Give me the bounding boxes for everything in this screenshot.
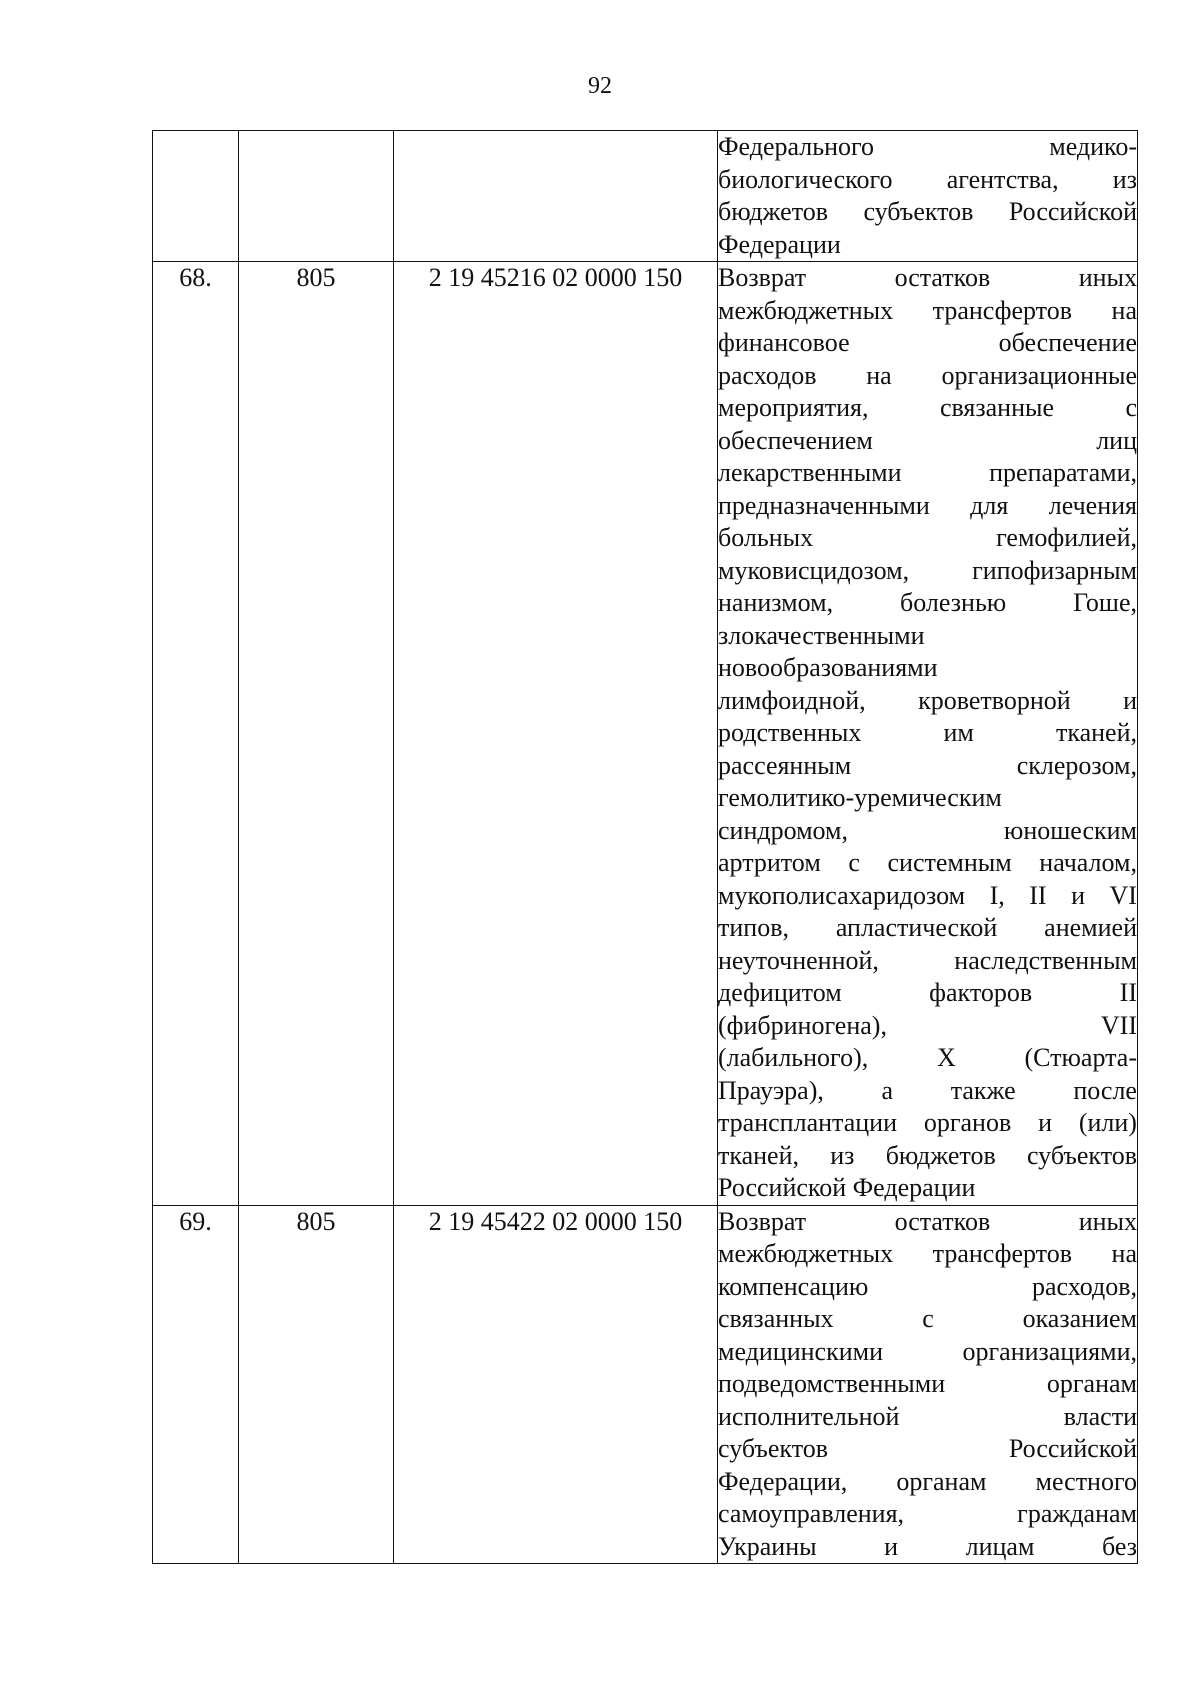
- description-word: самоуправления,: [718, 1499, 905, 1528]
- budget-classification-code-cell: 2 19 45216 02 0000 150: [394, 262, 718, 1206]
- description-line: [718, 360, 1137, 393]
- description-line: [718, 295, 1137, 328]
- description-word: типов,: [718, 913, 789, 942]
- description-word: трансфертов: [932, 1239, 1072, 1268]
- description-word: органам: [1046, 1369, 1137, 1398]
- description-cell: [718, 131, 1138, 262]
- description-line: [718, 1336, 1137, 1369]
- description-word: и: [1038, 1108, 1052, 1137]
- description-word: из: [1112, 164, 1137, 194]
- description-cell: [718, 1205, 1138, 1564]
- description-word: компенсацию: [718, 1271, 869, 1301]
- description-line: Федерации: [718, 229, 841, 259]
- description-word: обеспечение: [998, 328, 1137, 357]
- description-line: новообразованиями: [718, 653, 938, 682]
- description-line: [718, 1303, 1137, 1336]
- row-number-cell: 68.: [153, 262, 239, 1206]
- description-word: склерозом,: [1016, 750, 1137, 780]
- budget-classification-code-cell: 2 19 45422 02 0000 150: [394, 1205, 718, 1564]
- description-line: [718, 1433, 1137, 1466]
- description-word: лечения: [1048, 490, 1137, 520]
- description-word: трансплантации: [718, 1108, 897, 1137]
- description-line: [718, 457, 1137, 490]
- description-word: и: [1071, 880, 1086, 910]
- description-word: системным: [887, 848, 1012, 877]
- admin-code-cell: 805: [239, 1205, 394, 1564]
- description-word: Возврат: [718, 1206, 807, 1236]
- description-word: Федерального: [718, 132, 875, 161]
- description-word: субъектов: [863, 197, 974, 226]
- description-word: из: [830, 1140, 855, 1170]
- description-word: обеспечением: [718, 425, 873, 455]
- description-word: и: [884, 1531, 899, 1561]
- description-word: нанизмом,: [718, 588, 834, 617]
- description-word: Прауэра),: [718, 1075, 824, 1105]
- description-word: субъектов: [718, 1434, 829, 1463]
- description-line: [718, 717, 1137, 750]
- description-word: а: [881, 1075, 894, 1105]
- description-line: [718, 1466, 1137, 1499]
- row-number-cell: 69.: [153, 1205, 239, 1564]
- description-word: связанных: [718, 1304, 834, 1333]
- description-line: [718, 945, 1137, 978]
- description-word: для: [970, 490, 1009, 520]
- description-word: тканей,: [718, 1140, 800, 1170]
- description-word: расходов,: [1031, 1271, 1137, 1301]
- description-word: лиц: [1096, 425, 1137, 455]
- description-word: дефицитом: [718, 978, 842, 1007]
- description-word: и: [1123, 685, 1137, 715]
- description-word: мукополисахаридозом: [718, 880, 966, 910]
- row-number-cell: [153, 131, 239, 262]
- description-line: [718, 1107, 1137, 1140]
- description-word: II: [1119, 978, 1137, 1007]
- description-word: тканей,: [1055, 718, 1137, 747]
- description-word: Федерации,: [718, 1466, 848, 1496]
- description-word: лицам: [965, 1531, 1035, 1561]
- description-word: VII: [1100, 1010, 1137, 1040]
- description-word: на: [1111, 295, 1137, 325]
- description-line: [718, 1531, 1137, 1564]
- description-word: власти: [1063, 1401, 1137, 1431]
- description-word: гипофизарным: [972, 555, 1137, 585]
- description-word: болезнью: [900, 588, 1007, 617]
- description-word: с: [1125, 393, 1137, 422]
- description-word: апластической: [835, 913, 998, 942]
- description-word: им: [943, 718, 974, 747]
- description-line: [718, 1206, 1137, 1239]
- description-word: исполнительной: [718, 1401, 900, 1431]
- description-line: [718, 1401, 1137, 1434]
- description-word: X: [936, 1043, 956, 1072]
- description-word: медико-: [1049, 132, 1137, 161]
- description-word: неуточненной,: [718, 945, 879, 975]
- description-word: без: [1101, 1531, 1137, 1561]
- description-word: лекарственными: [718, 458, 902, 487]
- description-line: [718, 131, 1137, 164]
- description-word: Российской: [1008, 197, 1137, 226]
- description-line: [718, 1238, 1137, 1271]
- description-line: [718, 555, 1137, 588]
- description-word: анемией: [1044, 913, 1137, 942]
- description-line: [718, 847, 1137, 880]
- description-word: Гоше,: [1073, 588, 1137, 617]
- description-word: с: [922, 1304, 934, 1333]
- description-line: [718, 1042, 1137, 1075]
- description-line: [718, 425, 1137, 458]
- description-line: злокачественными: [718, 620, 925, 650]
- description-word: юношеским: [1003, 815, 1137, 845]
- description-line: [718, 1140, 1137, 1173]
- description-line: [718, 815, 1137, 848]
- description-word: Возврат: [718, 263, 807, 292]
- description-word: II: [1029, 880, 1047, 910]
- description-word: I,: [989, 880, 1005, 910]
- description-word: иных: [1078, 1206, 1137, 1236]
- description-word: на: [1111, 1239, 1137, 1268]
- description-line: [718, 880, 1137, 913]
- description-word: расходов: [718, 360, 817, 390]
- description-word: финансовое: [718, 328, 850, 357]
- description-word: (фибриногена),: [718, 1010, 887, 1040]
- description-word: бюджетов: [718, 197, 829, 226]
- description-word: иных: [1078, 263, 1137, 292]
- description-line: [718, 912, 1137, 945]
- description-line: [718, 750, 1137, 783]
- description-word: Украины: [718, 1531, 817, 1561]
- description-word: местного: [1035, 1466, 1137, 1496]
- description-word: агентства,: [946, 164, 1059, 194]
- description-line: [718, 977, 1137, 1010]
- table-row: [153, 1205, 1138, 1564]
- description-line: [718, 327, 1137, 360]
- description-word: началом,: [1039, 848, 1137, 877]
- description-line: [718, 1075, 1137, 1108]
- description-word: (Стюарта-: [1024, 1043, 1137, 1072]
- description-word: органам: [896, 1466, 987, 1496]
- table-row: [153, 262, 1138, 1206]
- description-word: подведомственными: [718, 1369, 946, 1398]
- budget-classification-code-cell: [394, 131, 718, 262]
- description-line: [718, 262, 1137, 295]
- description-word: Российской: [1008, 1434, 1137, 1463]
- description-word: остатков: [894, 1206, 991, 1236]
- description-word: (лабильного),: [718, 1043, 869, 1072]
- description-word: препаратами,: [989, 458, 1137, 487]
- description-word: бюджетов: [885, 1140, 996, 1170]
- description-word: медицинскими: [718, 1336, 883, 1366]
- description-line: [718, 1368, 1137, 1401]
- description-line: [718, 522, 1137, 555]
- description-word: трансфертов: [932, 295, 1072, 325]
- description-word: также: [950, 1075, 1016, 1105]
- description-line: [718, 196, 1137, 229]
- description-word: биологического: [718, 164, 893, 194]
- description-line: гемолитико-уремическим: [718, 783, 1002, 812]
- description-word: лимфоидной,: [718, 685, 866, 715]
- description-line: [718, 1498, 1137, 1531]
- description-line: [718, 685, 1137, 718]
- description-line: [718, 1271, 1137, 1304]
- admin-code-cell: 805: [239, 262, 394, 1206]
- description-word: факторов: [929, 978, 1033, 1007]
- description-word: межбюджетных: [718, 1239, 894, 1268]
- description-cell: [718, 262, 1138, 1206]
- description-word: оказанием: [1022, 1304, 1137, 1333]
- description-word: межбюджетных: [718, 295, 894, 325]
- description-line: [718, 587, 1137, 620]
- description-word: гражданам: [1017, 1499, 1137, 1528]
- description-word: организациями,: [962, 1336, 1137, 1366]
- description-word: предназначенными: [718, 490, 930, 520]
- description-word: после: [1073, 1075, 1137, 1105]
- description-word: кроветворной: [918, 685, 1071, 715]
- description-line: [718, 392, 1137, 425]
- description-line: Российской Федерации: [718, 1173, 976, 1202]
- description-line: [718, 1010, 1137, 1043]
- budget-code-table: [152, 130, 1138, 1564]
- description-word: больных: [718, 523, 814, 552]
- description-word: органов: [923, 1108, 1012, 1137]
- description-word: синдромом,: [718, 815, 849, 845]
- description-word: на: [866, 360, 892, 390]
- description-word: гемофилией,: [996, 523, 1137, 552]
- description-word: остатков: [894, 263, 991, 292]
- admin-code-cell: [239, 131, 394, 262]
- description-line: [718, 490, 1137, 523]
- page-number: 92: [588, 73, 612, 99]
- description-word: муковисцидозом,: [718, 555, 910, 585]
- description-word: организационные: [941, 360, 1137, 390]
- description-line: [718, 164, 1137, 197]
- description-word: с: [848, 848, 860, 877]
- description-word: (или): [1078, 1108, 1137, 1137]
- description-word: артритом: [718, 848, 821, 877]
- table-row: [153, 131, 1138, 262]
- description-word: родственных: [718, 718, 862, 747]
- description-word: мероприятия,: [718, 393, 869, 422]
- description-word: наследственным: [954, 945, 1137, 975]
- description-word: рассеянным: [718, 750, 852, 780]
- description-word: связанные: [939, 393, 1055, 422]
- description-word: субъектов: [1026, 1140, 1137, 1170]
- description-word: VI: [1109, 880, 1137, 910]
